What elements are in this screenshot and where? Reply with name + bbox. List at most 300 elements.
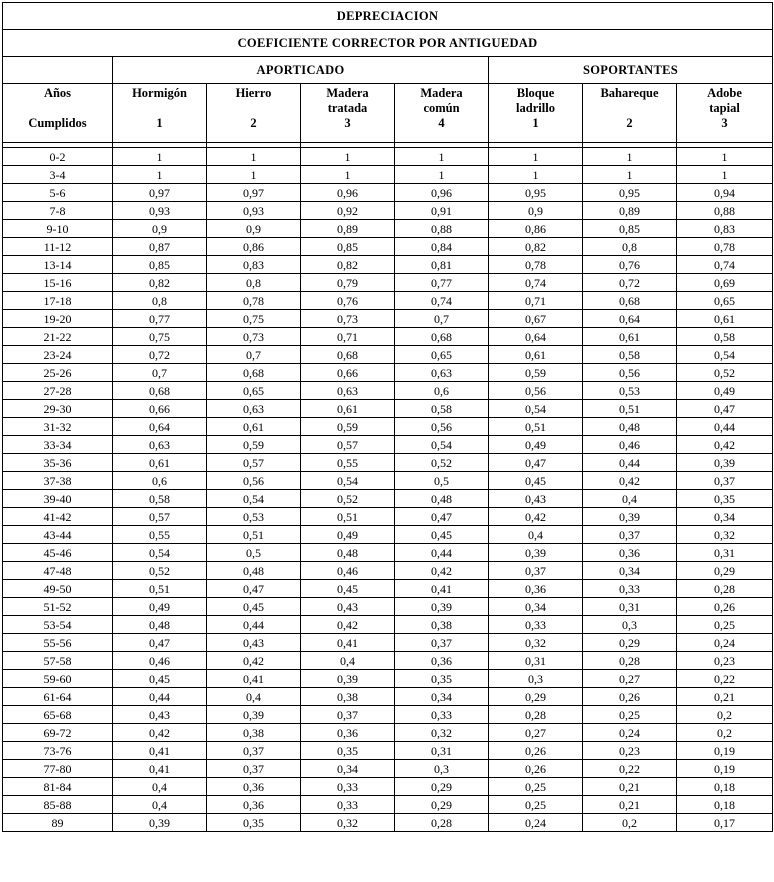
cell-bloque-ladrillo: 0,31	[489, 652, 583, 670]
cell-years: 7-8	[3, 202, 113, 220]
cell-years: 21-22	[3, 328, 113, 346]
cell-madera-comun: 0,68	[395, 328, 489, 346]
cell-madera-comun: 0,38	[395, 616, 489, 634]
cell-bloque-ladrillo: 0,26	[489, 742, 583, 760]
cell-hierro: 0,97	[207, 184, 301, 202]
cell-adobe-tapial: 0,26	[677, 598, 773, 616]
cell-adobe-tapial: 0,2	[677, 724, 773, 742]
cell-years: 5-6	[3, 184, 113, 202]
table-row	[3, 274, 773, 292]
cell-hormigon: 1	[113, 148, 207, 166]
cell-madera-comun: 0,63	[395, 364, 489, 382]
cell-adobe-tapial: 1	[677, 166, 773, 184]
cell-hormigon: 0,72	[113, 346, 207, 364]
cell-bloque-ladrillo: 1	[489, 166, 583, 184]
cell-bahareque: 0,89	[583, 202, 677, 220]
cell-bahareque: 0,27	[583, 670, 677, 688]
cell-hierro: 0,47	[207, 580, 301, 598]
cell-adobe-tapial: 0,37	[677, 472, 773, 490]
cell-adobe-tapial: 0,22	[677, 670, 773, 688]
table-row	[3, 508, 773, 526]
cell-madera-comun: 0,91	[395, 202, 489, 220]
cell-hierro: 0,45	[207, 598, 301, 616]
cell-madera-tratada: 0,33	[301, 778, 395, 796]
cell-bahareque: 0,24	[583, 724, 677, 742]
cell-madera-comun: 0,33	[395, 706, 489, 724]
cell-madera-comun: 0,74	[395, 292, 489, 310]
cell-hierro: 0,41	[207, 670, 301, 688]
cell-hormigon: 0,42	[113, 724, 207, 742]
cell-adobe-tapial: 0,52	[677, 364, 773, 382]
cell-adobe-tapial: 0,65	[677, 292, 773, 310]
cell-adobe-tapial: 0,18	[677, 778, 773, 796]
cell-hormigon: 0,46	[113, 652, 207, 670]
cell-bahareque: 0,42	[583, 472, 677, 490]
cell-madera-comun: 0,32	[395, 724, 489, 742]
cell-madera-tratada: 0,39	[301, 670, 395, 688]
cell-madera-comun: 0,77	[395, 274, 489, 292]
cell-bloque-ladrillo: 0,27	[489, 724, 583, 742]
cell-bahareque: 0,33	[583, 580, 677, 598]
table-row	[3, 238, 773, 256]
cell-bloque-ladrillo: 0,61	[489, 346, 583, 364]
table-title: DEPRECIACION	[3, 3, 773, 30]
cell-hormigon: 0,41	[113, 742, 207, 760]
cell-bahareque: 0,8	[583, 238, 677, 256]
cell-years: 11-12	[3, 238, 113, 256]
cell-years: 41-42	[3, 508, 113, 526]
table-row	[3, 742, 773, 760]
cell-adobe-tapial: 0,32	[677, 526, 773, 544]
cell-adobe-tapial: 0,29	[677, 562, 773, 580]
cell-madera-comun: 0,5	[395, 472, 489, 490]
cell-hormigon: 1	[113, 166, 207, 184]
header-adobe-line2: tapial	[709, 101, 740, 115]
cell-years: 27-28	[3, 382, 113, 400]
table-row	[3, 220, 773, 238]
cell-madera-comun: 0,48	[395, 490, 489, 508]
table-row	[3, 814, 773, 832]
cell-adobe-tapial: 0,21	[677, 688, 773, 706]
cell-hormigon: 0,97	[113, 184, 207, 202]
cell-hormigon: 0,77	[113, 310, 207, 328]
cell-hierro: 0,83	[207, 256, 301, 274]
cell-hormigon: 0,52	[113, 562, 207, 580]
cell-hormigon: 0,4	[113, 796, 207, 814]
cell-bahareque: 0,72	[583, 274, 677, 292]
cell-years: 25-26	[3, 364, 113, 382]
table-row	[3, 724, 773, 742]
table-row	[3, 184, 773, 202]
cell-bloque-ladrillo: 0,25	[489, 796, 583, 814]
cell-bloque-ladrillo: 0,59	[489, 364, 583, 382]
table-row	[3, 346, 773, 364]
cell-bahareque: 1	[583, 148, 677, 166]
table-row	[3, 310, 773, 328]
cell-bahareque: 0,76	[583, 256, 677, 274]
cell-adobe-tapial: 0,35	[677, 490, 773, 508]
cell-madera-tratada: 0,85	[301, 238, 395, 256]
table-row	[3, 328, 773, 346]
cell-bloque-ladrillo: 0,28	[489, 706, 583, 724]
cell-adobe-tapial: 0,31	[677, 544, 773, 562]
header-madera-comun-number: 4	[438, 116, 445, 130]
cell-hierro: 0,37	[207, 760, 301, 778]
cell-hierro: 0,78	[207, 292, 301, 310]
cell-hierro: 0,65	[207, 382, 301, 400]
cell-madera-tratada: 0,4	[301, 652, 395, 670]
table-subtitle: COEFICIENTE CORRECTOR POR ANTIGUEDAD	[3, 30, 773, 57]
cell-hierro: 0,57	[207, 454, 301, 472]
cell-adobe-tapial: 0,44	[677, 418, 773, 436]
cell-madera-tratada: 1	[301, 148, 395, 166]
cell-bahareque: 0,39	[583, 508, 677, 526]
header-madera-tratada-line2: tratada	[327, 101, 368, 115]
cell-madera-comun: 0,34	[395, 688, 489, 706]
cell-bloque-ladrillo: 0,71	[489, 292, 583, 310]
cell-adobe-tapial: 0,24	[677, 634, 773, 652]
header-bloque-line2: ladrillo	[516, 101, 555, 115]
cell-adobe-tapial: 0,19	[677, 760, 773, 778]
cell-years: 65-68	[3, 706, 113, 724]
cell-hierro: 0,54	[207, 490, 301, 508]
header-bahareque	[583, 84, 677, 143]
cell-bloque-ladrillo: 0,26	[489, 760, 583, 778]
table-row	[3, 598, 773, 616]
cell-adobe-tapial: 0,23	[677, 652, 773, 670]
cell-madera-comun: 0,54	[395, 436, 489, 454]
table-row	[3, 760, 773, 778]
cell-bloque-ladrillo: 0,54	[489, 400, 583, 418]
cell-bloque-ladrillo: 0,51	[489, 418, 583, 436]
cell-years: 47-48	[3, 562, 113, 580]
cell-hierro: 1	[207, 166, 301, 184]
cell-hormigon: 0,64	[113, 418, 207, 436]
cell-hierro: 0,38	[207, 724, 301, 742]
header-adobe-number: 3	[721, 116, 728, 130]
cell-hierro: 0,73	[207, 328, 301, 346]
cell-bloque-ladrillo: 0,9	[489, 202, 583, 220]
cell-madera-comun: 0,45	[395, 526, 489, 544]
cell-madera-comun: 0,44	[395, 544, 489, 562]
cell-hierro: 0,35	[207, 814, 301, 832]
cell-bahareque: 0,68	[583, 292, 677, 310]
table-row	[3, 670, 773, 688]
cell-madera-tratada: 0,41	[301, 634, 395, 652]
cell-bahareque: 0,34	[583, 562, 677, 580]
cell-bloque-ladrillo: 0,49	[489, 436, 583, 454]
header-hierro-label: Hierro	[235, 86, 272, 100]
table-row	[3, 472, 773, 490]
cell-bahareque: 0,36	[583, 544, 677, 562]
cell-adobe-tapial: 0,34	[677, 508, 773, 526]
cell-hormigon: 0,45	[113, 670, 207, 688]
cell-bahareque: 1	[583, 166, 677, 184]
cell-hierro: 0,75	[207, 310, 301, 328]
cell-bahareque: 0,23	[583, 742, 677, 760]
cell-bahareque: 0,22	[583, 760, 677, 778]
header-hormigon	[113, 84, 207, 143]
cell-bloque-ladrillo: 0,25	[489, 778, 583, 796]
cell-madera-tratada: 0,43	[301, 598, 395, 616]
cell-hormigon: 0,57	[113, 508, 207, 526]
table-row	[3, 436, 773, 454]
cell-hierro: 0,59	[207, 436, 301, 454]
cell-adobe-tapial: 0,61	[677, 310, 773, 328]
cell-bahareque: 0,2	[583, 814, 677, 832]
cell-hormigon: 0,61	[113, 454, 207, 472]
cell-bloque-ladrillo: 0,64	[489, 328, 583, 346]
cell-years: 43-44	[3, 526, 113, 544]
cell-madera-tratada: 0,51	[301, 508, 395, 526]
cell-bahareque: 0,53	[583, 382, 677, 400]
cell-years: 39-40	[3, 490, 113, 508]
header-madera-comun-line1: Madera	[420, 86, 463, 100]
cell-madera-tratada: 0,57	[301, 436, 395, 454]
cell-hierro: 0,61	[207, 418, 301, 436]
depreciation-table	[2, 2, 773, 832]
cell-bahareque: 0,46	[583, 436, 677, 454]
cell-hormigon: 0,66	[113, 400, 207, 418]
cell-bloque-ladrillo: 1	[489, 148, 583, 166]
cell-adobe-tapial: 0,47	[677, 400, 773, 418]
header-madera-tratada	[301, 84, 395, 143]
cell-years: 89	[3, 814, 113, 832]
cell-madera-comun: 1	[395, 148, 489, 166]
cell-bloque-ladrillo: 0,4	[489, 526, 583, 544]
cell-bloque-ladrillo: 0,36	[489, 580, 583, 598]
table-row	[3, 364, 773, 382]
cell-bahareque: 0,48	[583, 418, 677, 436]
cell-hierro: 0,5	[207, 544, 301, 562]
cell-adobe-tapial: 0,25	[677, 616, 773, 634]
cell-years: 35-36	[3, 454, 113, 472]
cell-madera-tratada: 0,55	[301, 454, 395, 472]
cell-madera-tratada: 0,46	[301, 562, 395, 580]
cell-hormigon: 0,54	[113, 544, 207, 562]
cell-bahareque: 0,21	[583, 796, 677, 814]
cell-bahareque: 0,29	[583, 634, 677, 652]
header-bahareque-label: Bahareque	[600, 86, 659, 100]
cell-madera-tratada: 0,63	[301, 382, 395, 400]
cell-madera-comun: 0,41	[395, 580, 489, 598]
cell-years: 49-50	[3, 580, 113, 598]
table-row	[3, 400, 773, 418]
cell-bloque-ladrillo: 0,43	[489, 490, 583, 508]
header-hormigon-label: Hormigón	[132, 86, 187, 100]
table-row	[3, 796, 773, 814]
cell-madera-comun: 0,28	[395, 814, 489, 832]
header-madera-tratada-number: 3	[344, 116, 351, 130]
cell-hierro: 0,42	[207, 652, 301, 670]
cell-bahareque: 0,44	[583, 454, 677, 472]
cell-madera-comun: 0,36	[395, 652, 489, 670]
cell-hierro: 0,86	[207, 238, 301, 256]
cell-madera-tratada: 0,32	[301, 814, 395, 832]
cell-bloque-ladrillo: 0,24	[489, 814, 583, 832]
cell-bloque-ladrillo: 0,34	[489, 598, 583, 616]
cell-years: 53-54	[3, 616, 113, 634]
table-row	[3, 634, 773, 652]
cell-madera-comun: 0,29	[395, 778, 489, 796]
cell-bahareque: 0,4	[583, 490, 677, 508]
cell-bloque-ladrillo: 0,74	[489, 274, 583, 292]
header-years-line1: Años	[43, 86, 72, 100]
cell-madera-tratada: 0,96	[301, 184, 395, 202]
cell-adobe-tapial: 0,42	[677, 436, 773, 454]
cell-years: 23-24	[3, 346, 113, 364]
cell-years: 37-38	[3, 472, 113, 490]
cell-madera-tratada: 0,36	[301, 724, 395, 742]
table-row	[3, 526, 773, 544]
cell-years: 13-14	[3, 256, 113, 274]
cell-adobe-tapial: 1	[677, 148, 773, 166]
cell-madera-comun: 0,42	[395, 562, 489, 580]
cell-bahareque: 0,25	[583, 706, 677, 724]
cell-madera-comun: 0,29	[395, 796, 489, 814]
header-hierro-number: 2	[250, 116, 257, 130]
cell-adobe-tapial: 0,88	[677, 202, 773, 220]
cell-years: 0-2	[3, 148, 113, 166]
cell-madera-comun: 0,39	[395, 598, 489, 616]
cell-hormigon: 0,6	[113, 472, 207, 490]
cell-bahareque: 0,95	[583, 184, 677, 202]
cell-hormigon: 0,48	[113, 616, 207, 634]
table-row	[3, 616, 773, 634]
cell-adobe-tapial: 0,78	[677, 238, 773, 256]
cell-hierro: 0,68	[207, 364, 301, 382]
cell-adobe-tapial: 0,28	[677, 580, 773, 598]
cell-bloque-ladrillo: 0,67	[489, 310, 583, 328]
cell-years: 61-64	[3, 688, 113, 706]
cell-adobe-tapial: 0,58	[677, 328, 773, 346]
cell-bloque-ladrillo: 0,45	[489, 472, 583, 490]
cell-madera-tratada: 0,38	[301, 688, 395, 706]
header-madera-tratada-line1: Madera	[326, 86, 369, 100]
cell-adobe-tapial: 0,19	[677, 742, 773, 760]
cell-hormigon: 0,87	[113, 238, 207, 256]
header-years-line2: Cumplidos	[28, 116, 87, 130]
table-row	[3, 148, 773, 166]
cell-madera-comun: 0,31	[395, 742, 489, 760]
cell-madera-comun: 0,81	[395, 256, 489, 274]
cell-bahareque: 0,64	[583, 310, 677, 328]
cell-bahareque: 0,51	[583, 400, 677, 418]
cell-madera-comun: 0,35	[395, 670, 489, 688]
cell-bahareque: 0,26	[583, 688, 677, 706]
cell-hierro: 0,43	[207, 634, 301, 652]
table-row	[3, 166, 773, 184]
cell-madera-comun: 0,65	[395, 346, 489, 364]
cell-hormigon: 0,43	[113, 706, 207, 724]
table-row	[3, 580, 773, 598]
cell-hierro: 0,4	[207, 688, 301, 706]
table-row	[3, 688, 773, 706]
cell-hormigon: 0,55	[113, 526, 207, 544]
cell-hormigon: 0,75	[113, 328, 207, 346]
cell-hormigon: 0,58	[113, 490, 207, 508]
cell-madera-tratada: 0,92	[301, 202, 395, 220]
cell-madera-tratada: 0,71	[301, 328, 395, 346]
header-bloque-ladrillo	[489, 84, 583, 143]
cell-hierro: 0,44	[207, 616, 301, 634]
cell-bloque-ladrillo: 0,78	[489, 256, 583, 274]
table-row	[3, 778, 773, 796]
cell-hormigon: 0,9	[113, 220, 207, 238]
cell-years: 57-58	[3, 652, 113, 670]
cell-years: 69-72	[3, 724, 113, 742]
table-row	[3, 490, 773, 508]
cell-hormigon: 0,49	[113, 598, 207, 616]
cell-bloque-ladrillo: 0,86	[489, 220, 583, 238]
cell-hormigon: 0,7	[113, 364, 207, 382]
cell-years: 29-30	[3, 400, 113, 418]
cell-madera-tratada: 0,82	[301, 256, 395, 274]
cell-adobe-tapial: 0,2	[677, 706, 773, 724]
cell-hormigon: 0,4	[113, 778, 207, 796]
cell-hormigon: 0,47	[113, 634, 207, 652]
cell-bahareque: 0,37	[583, 526, 677, 544]
cell-hormigon: 0,39	[113, 814, 207, 832]
cell-bahareque: 0,3	[583, 616, 677, 634]
cell-hormigon: 0,93	[113, 202, 207, 220]
cell-hormigon: 0,85	[113, 256, 207, 274]
cell-hormigon: 0,68	[113, 382, 207, 400]
cell-hierro: 0,39	[207, 706, 301, 724]
header-years	[3, 84, 113, 143]
cell-years: 45-46	[3, 544, 113, 562]
cell-adobe-tapial: 0,54	[677, 346, 773, 364]
cell-madera-comun: 0,56	[395, 418, 489, 436]
cell-madera-tratada: 0,76	[301, 292, 395, 310]
cell-madera-comun: 0,96	[395, 184, 489, 202]
cell-madera-comun: 0,52	[395, 454, 489, 472]
header-adobe-tapial	[677, 84, 773, 143]
cell-bahareque: 0,31	[583, 598, 677, 616]
cell-years: 15-16	[3, 274, 113, 292]
depreciation-table-container	[2, 2, 772, 832]
cell-hierro: 0,7	[207, 346, 301, 364]
cell-hormigon: 0,51	[113, 580, 207, 598]
cell-adobe-tapial: 0,39	[677, 454, 773, 472]
cell-years: 31-32	[3, 418, 113, 436]
cell-hierro: 0,53	[207, 508, 301, 526]
cell-hierro: 0,9	[207, 220, 301, 238]
cell-hierro: 0,63	[207, 400, 301, 418]
cell-adobe-tapial: 0,69	[677, 274, 773, 292]
table-row	[3, 706, 773, 724]
table-row	[3, 256, 773, 274]
cell-bahareque: 0,61	[583, 328, 677, 346]
cell-adobe-tapial: 0,49	[677, 382, 773, 400]
group-aporticado: APORTICADO	[113, 57, 489, 84]
cell-madera-comun: 1	[395, 166, 489, 184]
cell-madera-tratada: 0,52	[301, 490, 395, 508]
cell-hierro: 0,48	[207, 562, 301, 580]
cell-years: 33-34	[3, 436, 113, 454]
cell-hierro: 0,51	[207, 526, 301, 544]
cell-bahareque: 0,56	[583, 364, 677, 382]
cell-madera-comun: 0,84	[395, 238, 489, 256]
cell-madera-tratada: 0,54	[301, 472, 395, 490]
cell-hierro: 0,93	[207, 202, 301, 220]
cell-years: 9-10	[3, 220, 113, 238]
cell-bahareque: 0,58	[583, 346, 677, 364]
cell-years: 59-60	[3, 670, 113, 688]
cell-bloque-ladrillo: 0,3	[489, 670, 583, 688]
cell-hormigon: 0,82	[113, 274, 207, 292]
cell-bloque-ladrillo: 0,82	[489, 238, 583, 256]
